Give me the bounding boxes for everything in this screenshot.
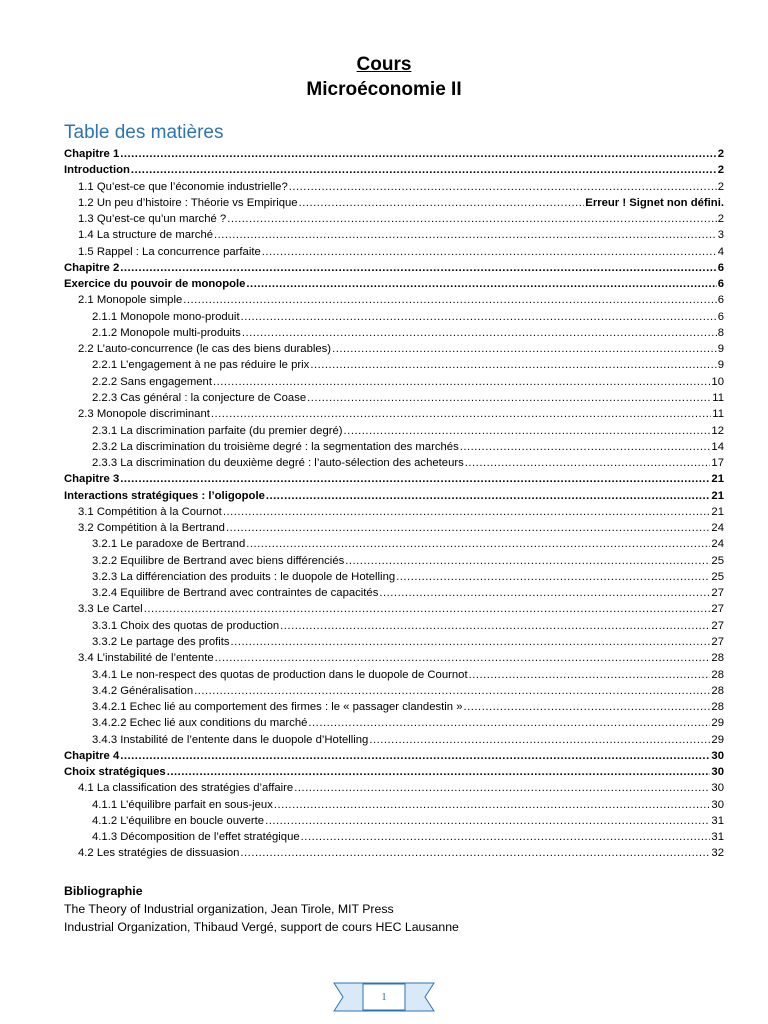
toc-entry-page: 30 <box>711 782 724 795</box>
toc-entry[interactable] <box>64 699 724 715</box>
toc-entry-title: 2.3.1 La discrimination parfaite (du premier degré) <box>92 424 343 437</box>
toc-entry-page: 29 <box>711 717 724 730</box>
toc-dot-leader <box>310 357 716 373</box>
toc-entry-page: 30 <box>711 749 724 762</box>
toc-entry[interactable] <box>64 488 724 504</box>
toc-entry-page: 11 <box>712 408 724 421</box>
toc-dot-leader <box>464 699 711 715</box>
toc-dot-leader <box>301 829 711 845</box>
toc-dot-leader <box>231 634 711 650</box>
toc-entry-page: 28 <box>711 701 724 714</box>
toc-dot-leader <box>345 553 710 569</box>
toc-entry-title: Introduction <box>64 164 130 177</box>
toc-entry-title: 2.1.2 Monopole multi-produits <box>92 326 241 339</box>
toc-entry-page: 30 <box>711 766 724 779</box>
toc-entry[interactable] <box>64 553 724 569</box>
toc-dot-leader <box>369 732 710 748</box>
toc-entry[interactable] <box>64 829 724 845</box>
toc-dot-leader <box>240 845 710 861</box>
toc-entry-title: 3.2.4 Equilibre de Bertrand avec contraintes de capacités <box>92 587 379 600</box>
toc-entry-title: 2.3.3 La discrimination du deuxième degré : l’auto-sélection des acheteurs <box>92 457 464 470</box>
toc-entry[interactable] <box>64 244 724 260</box>
toc-entry-page: 24 <box>711 522 724 535</box>
toc-entry-title: 3.2 Compétition à la Bertrand <box>78 522 225 535</box>
toc-entry-title: 3.4.3 Instabilité de l’entente dans le duopole d’Hotelling <box>92 733 369 746</box>
toc-dot-leader <box>211 406 711 422</box>
toc-entry-title: 3.4.2.1 Echec lié au comportement des firmes : le « passager clandestin » <box>92 701 463 714</box>
toc-entry[interactable] <box>64 374 724 390</box>
toc-entry[interactable] <box>64 683 724 699</box>
toc-dot-leader <box>396 569 710 585</box>
toc-entry-page: 14 <box>711 440 724 453</box>
toc-entry-page: 6 <box>717 261 724 274</box>
toc-dot-leader <box>280 618 710 634</box>
toc-entry[interactable] <box>64 601 724 617</box>
toc-entry-title: 4.2 Les stratégies de dissuasion <box>78 847 240 860</box>
toc-entry[interactable] <box>64 162 724 178</box>
toc-entry[interactable] <box>64 667 724 683</box>
toc-entry-title: 2.3 Monopole discriminant <box>78 408 210 421</box>
toc-entry[interactable] <box>64 748 724 764</box>
toc-entry[interactable] <box>64 179 724 195</box>
toc-entry-title: Chapitre 2 <box>64 261 120 274</box>
toc-entry-page: 6 <box>717 278 724 291</box>
toc-entry-page: 27 <box>711 603 724 616</box>
toc-entry-page: 27 <box>711 635 724 648</box>
toc-entry-page: 2 <box>717 164 724 177</box>
toc-entry-page: 28 <box>711 652 724 665</box>
toc-dot-leader <box>241 309 717 325</box>
toc-entry-title: 1.5 Rappel : La concurrence parfaite <box>78 245 261 258</box>
toc-dot-leader <box>246 276 716 292</box>
toc-entry-title: 3.1 Compétition à la Cournot <box>78 505 222 518</box>
toc-dot-leader <box>227 211 717 227</box>
toc-dot-leader <box>266 488 711 504</box>
toc-entry[interactable] <box>64 618 724 634</box>
toc-heading: Table des matières <box>64 122 224 143</box>
toc-entry-page: 3 <box>717 229 724 242</box>
toc-entry-page: 25 <box>711 570 724 583</box>
toc-entry[interactable] <box>64 423 724 439</box>
toc-dot-leader <box>460 439 711 455</box>
toc-entry[interactable] <box>64 341 724 357</box>
toc-entry[interactable] <box>64 650 724 666</box>
toc-entry[interactable] <box>64 292 724 308</box>
toc-entry[interactable] <box>64 439 724 455</box>
document-title: Cours <box>356 54 412 75</box>
toc-entry-title: 1.2 Un peu d’histoire : Théorie vs Empirique <box>78 196 298 209</box>
toc-entry-page: 24 <box>711 538 724 551</box>
toc-dot-leader <box>379 585 710 601</box>
toc-entry-title: 3.3.1 Choix des quotas de production <box>92 619 280 632</box>
toc-dot-leader <box>131 162 717 178</box>
toc-entry-title: 2.3.2 La discrimination du troisième degré : la segmentation des marchés <box>92 440 459 453</box>
toc-entry[interactable] <box>64 455 724 471</box>
title-block <box>0 53 768 103</box>
toc-entry-title: 3.3 Le Cartel <box>78 603 143 616</box>
toc-dot-leader <box>120 748 710 764</box>
toc-entry[interactable] <box>64 520 724 536</box>
toc-dot-leader <box>465 455 711 471</box>
bibliography-item: Industrial Organization, Thibaud Vergé, support de cours HEC Lausanne <box>64 920 459 934</box>
toc-entry-title: Exercice du pouvoir de monopole <box>64 278 246 291</box>
toc-entry-page: 31 <box>711 831 724 844</box>
toc-dot-leader <box>183 292 716 308</box>
toc-dot-leader <box>289 179 717 195</box>
toc-entry-title: 4.1.2 L’équilibre en boucle ouverte <box>92 814 265 827</box>
toc-entry-page: 2 <box>717 148 724 160</box>
toc-entry-page: 2 <box>717 180 724 193</box>
toc-entry[interactable] <box>64 146 724 162</box>
toc-entry-page: 6 <box>717 310 724 323</box>
toc-entry-page: 8 <box>717 326 724 339</box>
toc-entry[interactable] <box>64 732 724 748</box>
bibliography-heading: Bibliographie <box>64 884 143 898</box>
toc-entry-page: 11 <box>712 391 724 404</box>
toc-entry-title: 2.1 Monopole simple <box>78 294 183 307</box>
toc-entry[interactable] <box>64 260 724 276</box>
toc-dot-leader <box>265 813 710 829</box>
toc-entry[interactable] <box>64 471 724 487</box>
toc-dot-leader <box>294 780 710 796</box>
toc-dot-leader <box>332 341 717 357</box>
toc-entry[interactable] <box>64 357 724 373</box>
toc-dot-leader <box>120 471 710 487</box>
toc-dot-leader <box>223 504 711 520</box>
toc-dot-leader <box>246 536 710 552</box>
toc-dot-leader <box>344 423 711 439</box>
toc-entry-title: 4.1.3 Décomposition de l’effet stratégique <box>92 831 300 844</box>
toc-entry-title: Chapitre 3 <box>64 473 120 486</box>
toc-entry-page: 17 <box>711 457 724 470</box>
toc-entry[interactable] <box>64 390 724 406</box>
toc-dot-leader <box>226 520 710 536</box>
toc-entry-title: Chapitre 4 <box>64 749 120 762</box>
toc-dot-leader <box>469 667 711 683</box>
toc-entry[interactable] <box>64 569 724 585</box>
toc-entry-page: 27 <box>711 619 724 632</box>
toc-entry-title: 3.2.2 Equilibre de Bertrand avec biens différenciés <box>92 554 345 567</box>
toc-entry-title: 3.4 L’instabilité de l’entente <box>78 652 214 665</box>
toc-dot-leader <box>120 260 716 276</box>
toc-entry[interactable] <box>64 325 724 341</box>
toc-dot-leader <box>262 244 717 260</box>
toc-entry-page: 2 <box>717 213 724 226</box>
toc-dot-leader <box>308 715 710 731</box>
toc-dot-leader <box>120 146 716 162</box>
toc-entry-page: 28 <box>711 668 724 681</box>
toc-entry[interactable] <box>64 634 724 650</box>
toc-entry[interactable] <box>64 780 724 796</box>
toc-dot-leader <box>215 650 711 666</box>
toc-entry-title: 2.2 L’auto-concurrence (le cas des biens durables) <box>78 343 332 356</box>
toc-entry-title: Interactions stratégiques : l’oligopole <box>64 489 265 502</box>
toc-entry-page: 9 <box>717 359 724 372</box>
toc-entry-page: 6 <box>717 294 724 307</box>
toc-dot-leader <box>299 195 585 211</box>
toc-entry-title: 4.1 La classification des stratégies d’affaire <box>78 782 294 795</box>
toc-entry-title: Choix stratégiques <box>64 766 166 779</box>
toc-entry[interactable] <box>64 715 724 731</box>
toc-entry[interactable] <box>64 813 724 829</box>
toc-entry-title: 3.4.1 Le non-respect des quotas de production dans le duopole de Cournot <box>92 668 468 681</box>
toc-entry-title: 2.2.1 L’engagement à ne pas réduire le prix <box>92 359 310 372</box>
toc-entry-title: 1.3 Qu’est-ce qu’un marché ? <box>78 213 227 226</box>
toc-entry[interactable] <box>64 764 724 780</box>
toc-entry[interactable] <box>64 276 724 292</box>
toc-entry-page: 31 <box>711 814 724 827</box>
page-number: 1 <box>381 991 387 1003</box>
toc-entry-page: 32 <box>711 847 724 860</box>
toc-entry-title: Chapitre 1 <box>64 148 120 160</box>
toc-entry-page: 21 <box>711 473 724 486</box>
toc-entry-title: 4.1.1 L’équilibre parfait en sous-jeux <box>92 798 273 811</box>
table-of-contents <box>64 146 724 862</box>
toc-entry-title: 3.4.2 Généralisation <box>92 684 194 697</box>
toc-entry[interactable] <box>64 845 724 861</box>
toc-entry-title: 2.1.1 Monopole mono-produit <box>92 310 240 323</box>
toc-entry-title: 1.4 La structure de marché <box>78 229 214 242</box>
toc-entry-title: 3.2.3 La différenciation des produits : le duopole de Hotelling <box>92 570 396 583</box>
toc-entry-page: 27 <box>711 587 724 600</box>
toc-entry-page: 21 <box>711 489 724 502</box>
toc-entry-title: 1.1 Qu’est-ce que l’économie industrielle? <box>78 180 288 193</box>
toc-entry[interactable] <box>64 797 724 813</box>
toc-entry-page: 21 <box>711 505 724 518</box>
toc-dot-leader <box>214 227 717 243</box>
bibliography-item: The Theory of Industrial organization, Jean Tirole, MIT Press <box>64 902 394 916</box>
toc-entry-page: 10 <box>711 375 724 388</box>
toc-entry-page: 25 <box>711 554 724 567</box>
toc-entry-page: 9 <box>717 343 724 356</box>
toc-entry-page: Erreur ! Signet non défini. <box>585 196 724 209</box>
toc-dot-leader <box>144 601 711 617</box>
toc-dot-leader <box>307 390 711 406</box>
toc-entry-title: 2.2.2 Sans engagement <box>92 375 212 388</box>
toc-entry[interactable] <box>64 406 724 422</box>
document-subtitle: Microéconomie II <box>306 79 462 100</box>
toc-entry-page: 28 <box>711 684 724 697</box>
toc-entry-page: 12 <box>711 424 724 437</box>
toc-dot-leader <box>213 374 710 390</box>
toc-entry-title: 2.2.3 Cas général : la conjecture de Coase <box>92 391 307 404</box>
toc-dot-leader <box>242 325 717 341</box>
toc-entry-page: 29 <box>711 733 724 746</box>
toc-dot-leader <box>167 764 711 780</box>
toc-entry-title: 3.2.1 Le paradoxe de Bertrand <box>92 538 246 551</box>
toc-entry[interactable] <box>64 504 724 520</box>
toc-entry-page: 30 <box>711 798 724 811</box>
toc-entry-title: 3.4.2.2 Echec lié aux conditions du marché <box>92 717 308 730</box>
toc-entry-title: 3.3.2 Le partage des profits <box>92 635 230 648</box>
toc-dot-leader <box>274 797 711 813</box>
toc-entry[interactable] <box>64 536 724 552</box>
toc-entry[interactable] <box>64 227 724 243</box>
toc-dot-leader <box>194 683 710 699</box>
toc-entry-page: 4 <box>717 245 724 258</box>
toc-entry[interactable] <box>64 309 724 325</box>
bibliography <box>64 882 459 936</box>
toc-entry[interactable] <box>64 195 724 211</box>
toc-entry[interactable] <box>64 211 724 227</box>
toc-entry[interactable] <box>64 585 724 601</box>
